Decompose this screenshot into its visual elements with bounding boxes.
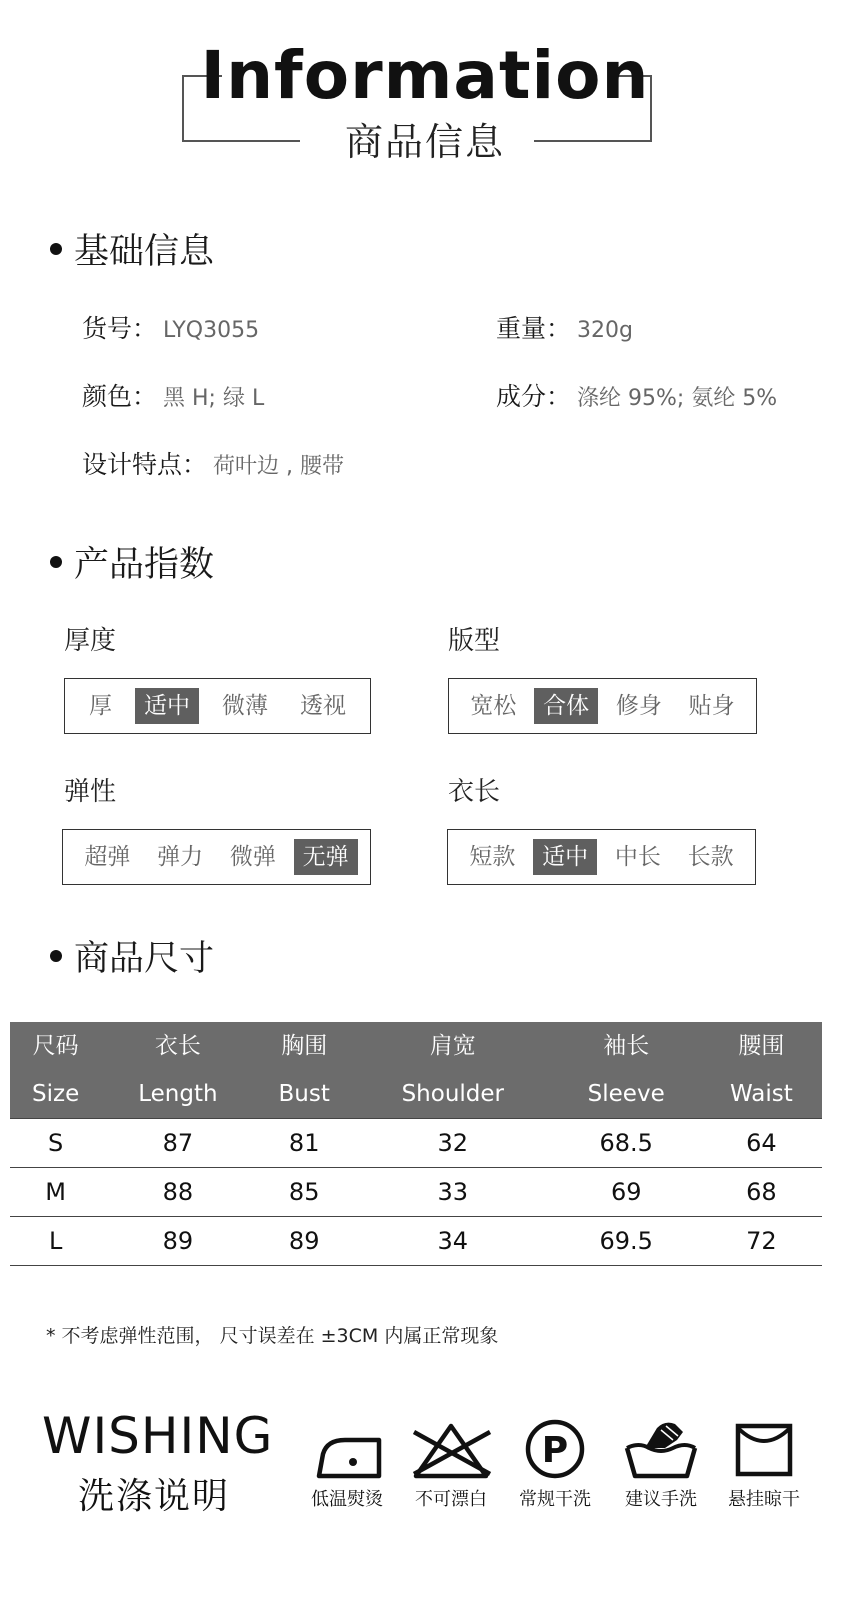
- header-cell: 袖长: [552, 1022, 701, 1070]
- thickness-options: [64, 678, 371, 734]
- product-index-heading: [50, 543, 214, 587]
- table-cell: 88: [101, 1168, 254, 1217]
- header-cell: 尺码: [10, 1022, 101, 1070]
- table-cell: L: [10, 1217, 101, 1266]
- size-table: [10, 1022, 822, 1266]
- length-option: 中长: [614, 844, 661, 870]
- header-cell: 肩宽: [354, 1022, 552, 1070]
- care-item-dryclean: [505, 1418, 605, 1512]
- fit-options: [448, 678, 757, 734]
- thickness-option: 微薄: [222, 693, 268, 719]
- thickness-option: 适中: [135, 688, 199, 724]
- header-cell: 腰围: [701, 1022, 822, 1070]
- length-title: 衣长: [448, 777, 501, 807]
- care-item-hang: [714, 1418, 814, 1512]
- table-cell: 68.5: [552, 1119, 701, 1168]
- table-cell: 34: [354, 1217, 552, 1266]
- length-option: 短款: [469, 844, 516, 870]
- fit-option: 贴身: [688, 693, 735, 719]
- elasticity-option: 微弹: [229, 844, 276, 870]
- elasticity-option: 弹力: [157, 844, 204, 870]
- color-label: 颜色：: [82, 382, 158, 411]
- table-cell: 81: [255, 1119, 354, 1168]
- table-cell: 33: [354, 1168, 552, 1217]
- care-label: 低温熨烫: [311, 1489, 383, 1510]
- item-no-row: [82, 313, 259, 347]
- hand-wash-icon: [621, 1418, 701, 1480]
- table-row: [10, 1119, 822, 1168]
- material-label: 成分：: [496, 382, 572, 411]
- size-heading: [50, 937, 214, 981]
- thickness-option: 厚: [89, 693, 112, 719]
- length-option: 适中: [533, 839, 597, 875]
- care-label: 建议手洗: [625, 1489, 697, 1510]
- header-cell: Shoulder: [354, 1070, 552, 1119]
- size-note: * 不考虑弹性范围， 尺寸误差在 ±3CM 内属正常现象: [46, 1325, 499, 1347]
- care-label: 悬挂晾干: [728, 1489, 800, 1510]
- fit-option: 合体: [534, 688, 598, 724]
- design-label: 设计特点：: [82, 450, 208, 479]
- wash-title-cn: 洗涤说明: [78, 1476, 231, 1517]
- table-cell: 85: [255, 1168, 354, 1217]
- color-row: [82, 381, 264, 415]
- design-value: 荷叶边 , 腰带: [213, 454, 344, 479]
- product-index-heading-text: 产品指数: [74, 545, 215, 585]
- size-table-header-cn: [10, 1022, 822, 1070]
- header-cell: Waist: [701, 1070, 822, 1119]
- table-cell: S: [10, 1119, 101, 1168]
- length-options: [447, 829, 756, 885]
- header-cell: Sleeve: [552, 1070, 701, 1119]
- table-cell: 68: [701, 1168, 822, 1217]
- table-cell: 69.5: [552, 1217, 701, 1266]
- basic-info-heading: [50, 230, 214, 274]
- care-item-iron: [297, 1418, 397, 1512]
- header-title-cn: 商品信息: [344, 120, 505, 164]
- svg-text:P: P: [541, 1430, 569, 1471]
- table-cell: 89: [255, 1217, 354, 1266]
- table-cell: 32: [354, 1119, 552, 1168]
- iron-low-icon: [307, 1418, 387, 1480]
- table-cell: 72: [701, 1217, 822, 1266]
- bullet-icon: [50, 243, 62, 255]
- design-row: [82, 449, 344, 483]
- header-cell: Bust: [255, 1070, 354, 1119]
- item-no-label: 货号：: [82, 314, 158, 343]
- header-cell: Size: [10, 1070, 101, 1119]
- length-option: 长款: [687, 844, 734, 870]
- care-item-handwash: [611, 1418, 711, 1512]
- table-cell: 69: [552, 1168, 701, 1217]
- fit-option: 修身: [615, 693, 662, 719]
- table-row: [10, 1217, 822, 1266]
- wash-title-en: WISHING: [42, 1407, 274, 1465]
- elasticity-options: [62, 829, 371, 885]
- size-table-header-en: [10, 1070, 822, 1119]
- item-no-value: LYQ3055: [163, 318, 260, 343]
- care-label: 不可漂白: [415, 1489, 487, 1510]
- header-cell: Length: [101, 1070, 254, 1119]
- table-cell: M: [10, 1168, 101, 1217]
- header-title-en: Information: [200, 37, 650, 114]
- no-bleach-icon: [408, 1418, 494, 1480]
- material-value: 涤纶 95%; 氨纶 5%: [577, 386, 778, 411]
- care-item-bleach: [401, 1418, 501, 1512]
- size-heading-text: 商品尺寸: [74, 939, 215, 979]
- thickness-title: 厚度: [64, 626, 117, 656]
- color-value: 黑 H; 绿 L: [163, 386, 265, 411]
- dry-clean-p-icon: [520, 1418, 590, 1480]
- bullet-icon: [50, 950, 62, 962]
- table-cell: 64: [701, 1119, 822, 1168]
- bullet-icon: [50, 556, 62, 568]
- weight-row: [496, 313, 633, 347]
- elasticity-title: 弹性: [64, 777, 117, 807]
- table-cell: 87: [101, 1119, 254, 1168]
- basic-info-heading-text: 基础信息: [74, 232, 215, 272]
- table-cell: 89: [101, 1217, 254, 1266]
- weight-label: 重量：: [496, 314, 572, 343]
- elasticity-option: 无弹: [294, 839, 358, 875]
- elasticity-option: 超弹: [84, 844, 131, 870]
- material-row: [496, 381, 777, 415]
- fit-option: 宽松: [470, 693, 517, 719]
- header-cell: 胸围: [255, 1022, 354, 1070]
- header-cell: 衣长: [101, 1022, 254, 1070]
- hang-dry-icon: [732, 1418, 796, 1480]
- weight-value: 320g: [577, 318, 633, 343]
- table-row: [10, 1168, 822, 1217]
- fit-title: 版型: [448, 626, 501, 656]
- thickness-option: 透视: [300, 693, 346, 719]
- care-label: 常规干洗: [519, 1489, 591, 1510]
